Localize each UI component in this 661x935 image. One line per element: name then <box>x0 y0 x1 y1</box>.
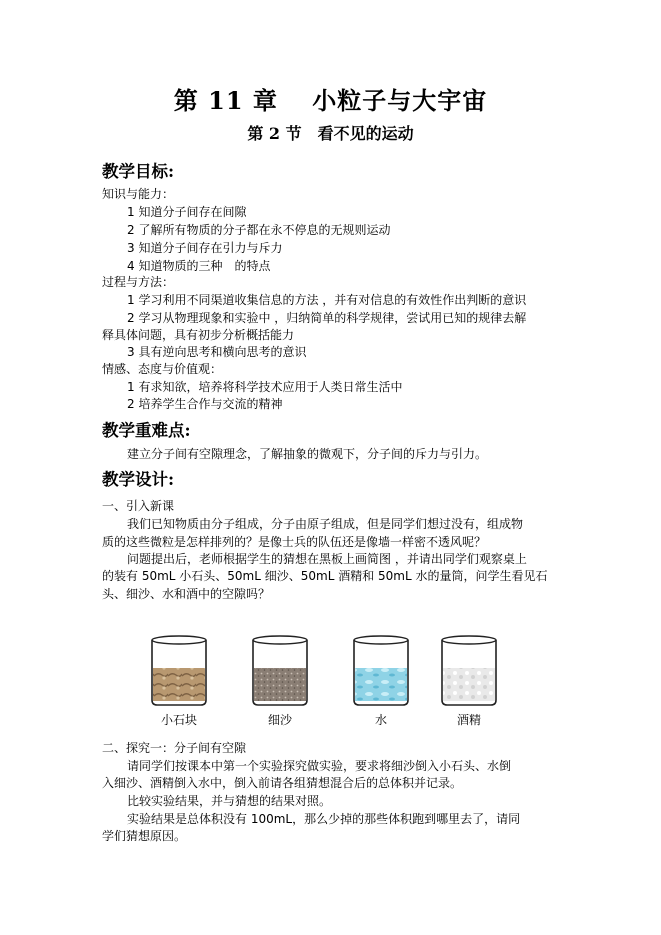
paragraph-line: 问题提出后，老师根据学生的猜想在黑板上画简图 ，并请出同学们观察桌上 <box>127 552 527 566</box>
emotion-item: 2 培养学生合作与交流的精神 <box>127 397 283 411</box>
paragraph-line: 入细沙、酒精倒入水中，倒入前请各组猜想混合后的总体积并记录。 <box>102 776 463 790</box>
beaker-stone <box>152 636 206 705</box>
caption-stone: 小石块 <box>160 713 197 727</box>
key-points-text: 建立分子间有空隙理念，了解抽象的微观下，分子间的斥力与引力。 <box>127 447 488 461</box>
knowledge-item: 1 知道分子间存在间隙 <box>127 205 247 219</box>
paragraph-line: 请同学们按课本中第一个实验探究做实验，要求将细沙倒入小石头、水倒 <box>127 759 512 773</box>
knowledge-item: 2 了解所有物质的分子都在永不停息的无规则运动 <box>127 223 391 237</box>
emotion-item: 1 有求知欲，培养将科学技术应用于人类日常生活中 <box>127 380 403 394</box>
beaker-water <box>354 636 408 705</box>
objectives-heading: 教学目标: <box>102 162 175 181</box>
caption-alcohol: 酒精 <box>456 713 481 727</box>
section-title: 第 2 节 看不见的运动 <box>247 124 414 143</box>
beaker-sand <box>253 636 307 705</box>
process-item: 2 学习从物理现象和实验中 ，归纳简单的科学规律，尝试用已知的规律去解 <box>127 311 527 325</box>
paragraph-line: 的装有 50mL 小石头、50mL 细沙、50mL 酒精和 50mL 水的量筒，问学生看见石 <box>102 569 548 583</box>
knowledge-label: 知识与能力： <box>102 187 175 201</box>
process-item: 释具体问题，具有初步分析概括能力 <box>102 328 295 342</box>
chapter-title: 第 11 章 小粒子与大宇宙 <box>173 86 488 115</box>
paragraph-line: 质的这些微粒是怎样排列的？是像士兵的队伍还是像墙一样密不透风呢？ <box>102 535 487 549</box>
process-item: 1 学习利用不同渠道收集信息的方法 ，并有对信息的有效性作出判断的意识 <box>127 293 527 307</box>
caption-sand: 细沙 <box>267 713 292 727</box>
beakers-figure <box>140 630 520 710</box>
process-label: 过程与方法： <box>102 275 175 289</box>
process-item: 3 具有逆向思考和横向思考的意识 <box>127 345 307 359</box>
knowledge-item: 4 知道物质的三种 的特点 <box>127 259 271 273</box>
paragraph-line: 比较实验结果，并与猜想的结果对照。 <box>127 794 332 808</box>
caption-water: 水 <box>374 713 387 727</box>
key-points-heading: 教学重难点: <box>102 421 191 440</box>
paragraph-line: 头、细沙、水和酒中的空隙吗？ <box>102 587 271 601</box>
paragraph-line: 我们已知物质由分子组成，分子由原子组成，但是同学们想过没有，组成物 <box>127 517 524 531</box>
design-heading: 教学设计: <box>102 470 175 489</box>
part1-label: 一、引入新课 <box>102 499 175 513</box>
part2-label: 二、探究一：分子间有空隙 <box>102 741 247 755</box>
emotion-label: 情感、态度与价值观： <box>102 362 223 376</box>
knowledge-item: 3 知道分子间存在引力与斥力 <box>127 241 283 255</box>
paragraph-line: 学们猜想原因。 <box>102 829 187 843</box>
paragraph-line: 实验结果是总体积没有 100mL，那么少掉的那些体积跑到哪里去了，请同 <box>127 812 521 826</box>
beaker-alcohol <box>442 636 496 705</box>
